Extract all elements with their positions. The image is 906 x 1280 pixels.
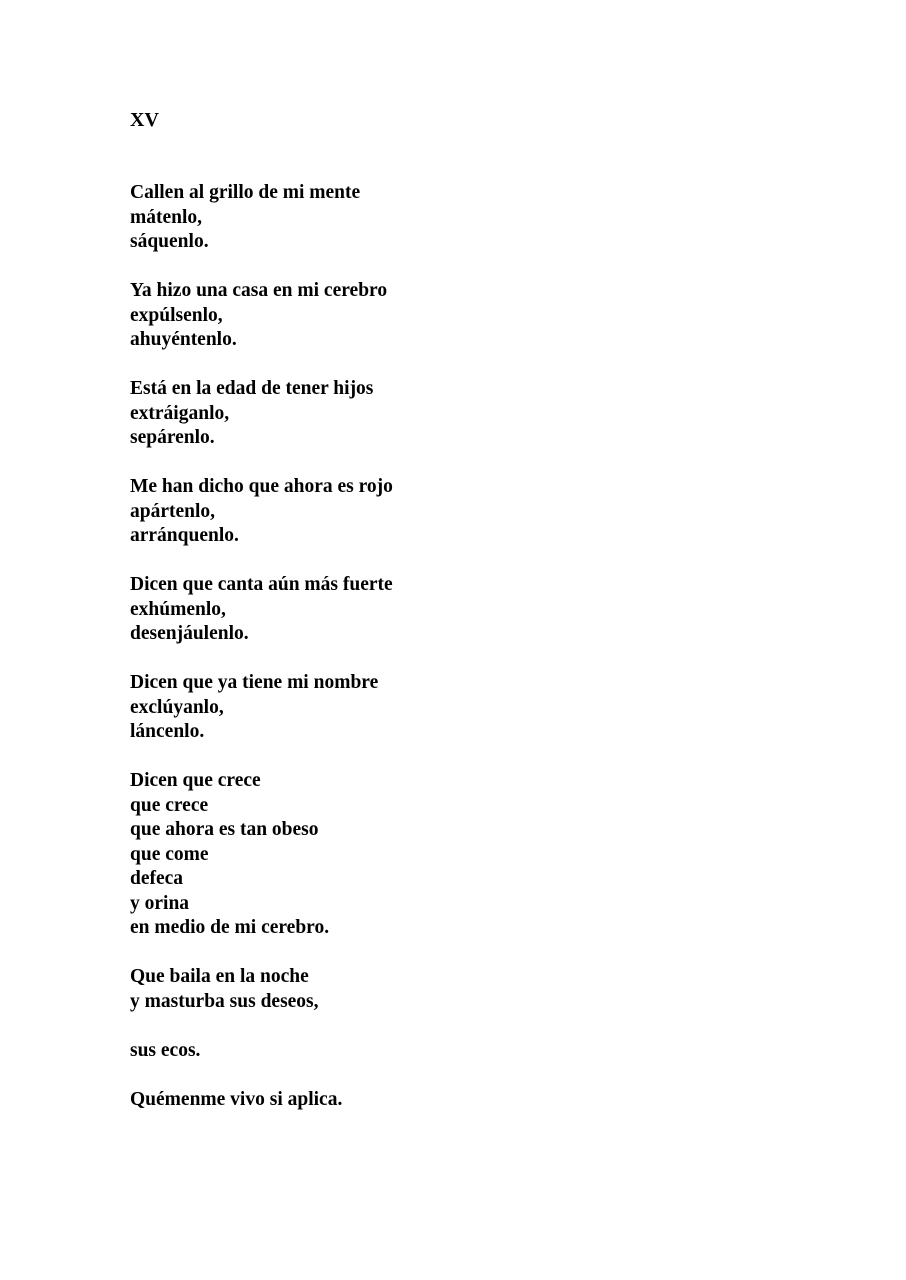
poem-line: expúlsenlo, <box>130 304 223 326</box>
poem-line: que ahora es tan obeso <box>130 819 319 840</box>
poem-line: exclúyanlo, <box>130 696 224 718</box>
poem-line: apártenlo, <box>130 500 216 522</box>
poem-line: sus ecos. <box>130 1039 201 1061</box>
poem-line: y masturba sus deseos, <box>130 990 319 1012</box>
poem-line: Ya hizo una casa en mi cerebro <box>130 280 388 301</box>
poem-line: que crece <box>130 794 209 816</box>
stanza <box>130 279 393 353</box>
poem-line: láncenlo. <box>130 721 205 742</box>
stanza <box>130 181 393 255</box>
poem-body <box>130 181 393 1112</box>
stanza <box>130 965 393 1014</box>
poem-line: en medio de mi cerebro. <box>130 917 330 938</box>
poem-line: Dicen que crece <box>130 770 261 791</box>
poem-line: desenjáulenlo. <box>130 623 249 644</box>
poem-line: arránquenlo. <box>130 525 239 546</box>
stanza <box>130 769 393 941</box>
poem-line: sepárenlo. <box>130 427 215 448</box>
stanza <box>130 573 393 647</box>
stanza <box>130 377 393 451</box>
poem-line: Que baila en la noche <box>130 966 309 987</box>
stanza <box>130 1088 393 1113</box>
stanza <box>130 1039 393 1064</box>
poem-line: defeca <box>130 868 184 889</box>
stanza <box>130 475 393 549</box>
poem <box>130 107 393 1137</box>
poem-line: extráiganlo, <box>130 402 230 424</box>
poem-line: Está en la edad de tener hijos <box>130 378 374 399</box>
stanza <box>130 671 393 745</box>
poem-line: Quémenme vivo si aplica. <box>130 1088 343 1110</box>
poem-line: mátenlo, <box>130 206 203 228</box>
poem-line: Me han dicho que ahora es rojo <box>130 476 393 497</box>
poem-line: exhúmenlo, <box>130 598 226 620</box>
poem-line: Dicen que ya tiene mi nombre <box>130 672 379 693</box>
poem-line: sáquenlo. <box>130 231 209 252</box>
poem-title: XV <box>130 109 159 131</box>
poem-line: Callen al grillo de mi mente <box>130 182 361 203</box>
poem-line: Dicen que canta aún más fuerte <box>130 574 393 595</box>
poem-line: que come <box>130 843 209 865</box>
poem-line: y orina <box>130 892 190 914</box>
poem-line: ahuyéntenlo. <box>130 329 237 350</box>
